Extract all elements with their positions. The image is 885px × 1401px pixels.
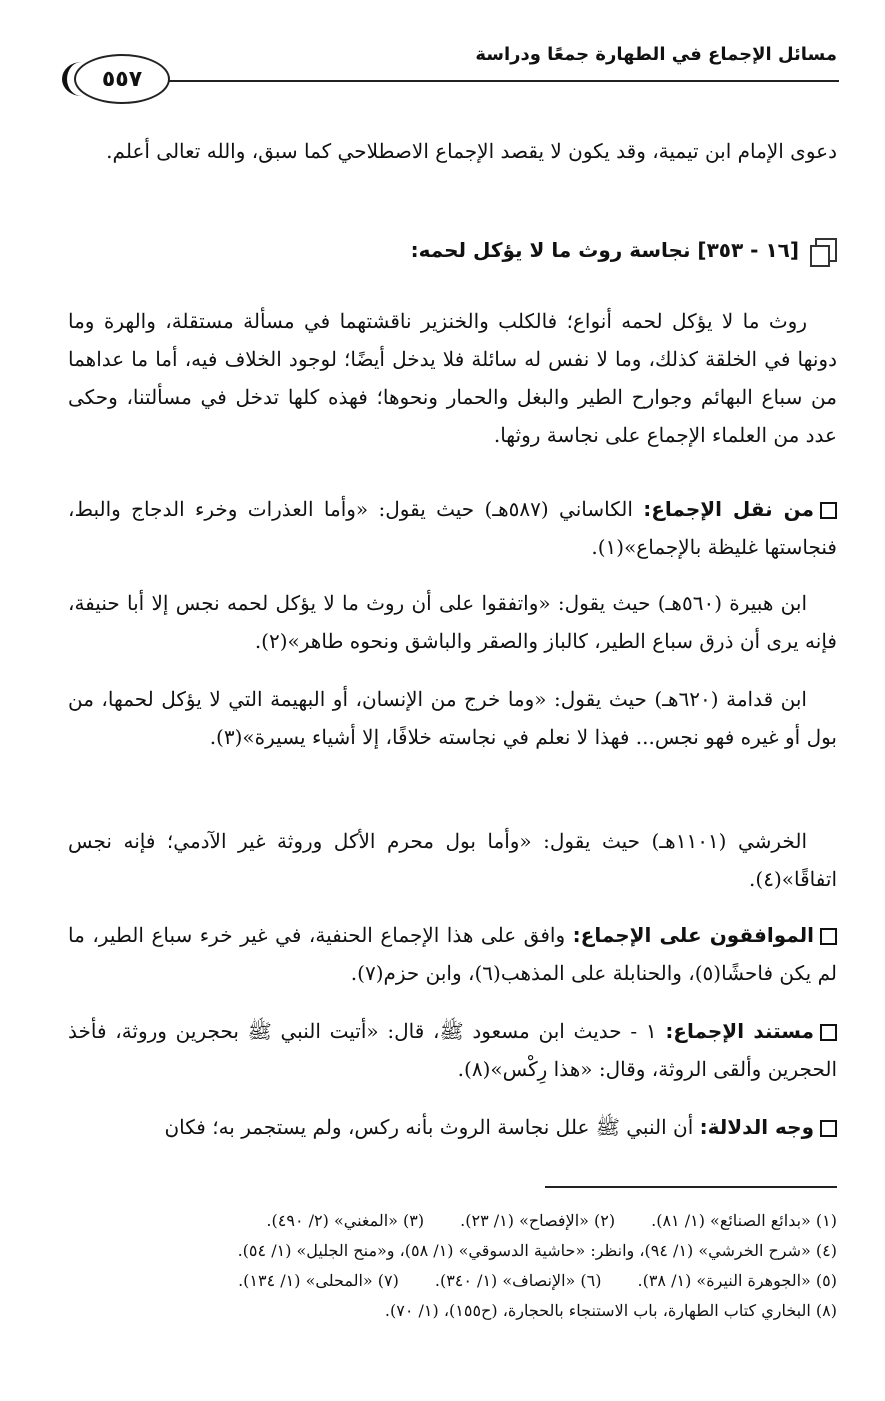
mustanad-lead: مستند الإجماع: [665,1019,814,1043]
paragraph-naql [68,490,837,566]
square-bullet-icon [820,928,837,945]
hubayra-text: ابن هبيرة (٥٦٠هـ) حيث يقول: «واتفقوا على أن روث ما لا يؤكل لحمه نجس إلا أبا حنيفة، فإنه يرى أن ذرق سباع الطير، كالباز والصقر والباشق ونحوه طاهر»(٢). [68,591,837,653]
page-number: ٥٥٧ [74,54,170,104]
paragraph-qudama [68,680,837,756]
paragraph-types [68,302,837,454]
footnote-rule [545,1186,837,1188]
header-rule [160,80,839,82]
mustanad-text: ١ - حديث ابن مسعود ﷺ، قال: «أتيت النبي ﷺ بحجرين وروثة، فأخذ الحجرين وألقى الروثة، وقال: «هذا رِكْس»(٨). [68,1019,837,1081]
footnote-7: (٧) «المحلى» (١/ ١٣٤). [238,1271,399,1290]
paragraph-muwafiqun [68,916,837,992]
footnote-1: (١) «بدائع الصنائع» (١/ ٨١). [651,1211,837,1230]
intro-text: دعوى الإمام ابن تيمية، وقد يكون لا يقصد الإجماع الاصطلاحي كما سبق، والله تعالى أعلم. [106,139,837,163]
intro-paragraph [68,132,837,170]
wajh-lead: وجه الدلالة: [699,1115,814,1139]
footnotes [100,1206,837,1326]
muwafiqun-text: وافق على هذا الإجماع الحنفية، في غير خرء سباع الطير، ما لم يكن فاحشًا(٥)، والحنابلة على المذهب(٦)، وابن حزم(٧). [68,923,837,985]
square-bullet-icon [820,1024,837,1041]
paragraph-khurashi [68,822,837,898]
footnote-4: (٤) «شرح الخرشي» (١/ ٩٤)، وانظر: «حاشية الدسوقي» (١/ ٥٨)، و«منح الجليل» (١/ ٥٤). [237,1241,837,1260]
para1-text: روث ما لا يؤكل لحمه أنواع؛ فالكلب والخنزير ناقشتهما في مسألة مستقلة، والهرة وما دونها في الخلقة كذلك، وما لا نفس له سائلة فلا يدخل أيضًا؛ لوجود الخلاف فيه، أما ما عداهما من سباع البهائم وجوارح الطير والبغل والحمار ونحوها؛ فهذه كلها تدخل في مسألتنا، وحكى عدد من العلماء الإجماع على نجاسة روثها. [68,309,837,447]
document-icon [815,238,837,262]
qudama-text: ابن قدامة (٦٢٠هـ) حيث يقول: «وما خرج من الإنسان، أو البهيمة التي لا يؤكل لحمها، من بول أو غيره فهو نجس... فهذا لا نعلم في نجاسته خلافًا، إلا أشياء يسيرة»(٣). [68,687,837,749]
footnote-row [100,1236,837,1266]
footnote-row [100,1206,837,1236]
square-bullet-icon [820,1120,837,1137]
wajh-text: أن النبي ﷺ علل نجاسة الروث بأنه ركس، ولم يستجمر به؛ فكان [164,1115,694,1139]
footnote-3: (٣) «المغني» (٢/ ٤٩٠). [266,1211,425,1230]
footnote-2: (٢) «الإفصاح» (١/ ٢٣). [460,1211,616,1230]
naql-lead: من نقل الإجماع: [643,497,814,521]
footnote-5: (٥) «الجوهرة النيرة» (١/ ٣٨). [637,1271,837,1290]
square-bullet-icon [820,502,837,519]
section-heading-text: [١٦ - ٣٥٣] نجاسة روث ما لا يؤكل لحمه: [410,238,799,262]
section-heading [411,238,837,262]
naql-text: الكاساني (٥٨٧هـ) حيث يقول: «وأما العذرات وخرء الدجاج والبط، فنجاستها غليظة بالإجماع»(١). [68,497,837,559]
muwafiqun-lead: الموافقون على الإجماع: [572,923,815,947]
khurashi-text: الخرشي (١١٠١هـ) حيث يقول: «وأما بول محرم الأكل وروثة غير الآدمي؛ فإنه نجس اتفاقًا»(٤). [68,829,837,891]
footnote-row [100,1266,837,1296]
paragraph-hubayra [68,584,837,660]
paragraph-mustanad [68,1012,837,1088]
paragraph-wajh [68,1108,837,1146]
footnote-row [100,1296,837,1326]
footnote-6: (٦) «الإنصاف» (١/ ٣٤٠). [434,1271,602,1290]
footnote-8: (٨) البخاري كتاب الطهارة، باب الاستنجاء بالحجارة، (ح١٥٥)، (١/ ٧٠). [384,1301,837,1320]
running-header-title: مسائل الإجماع في الطهارة جمعًا ودراسة [475,44,837,65]
